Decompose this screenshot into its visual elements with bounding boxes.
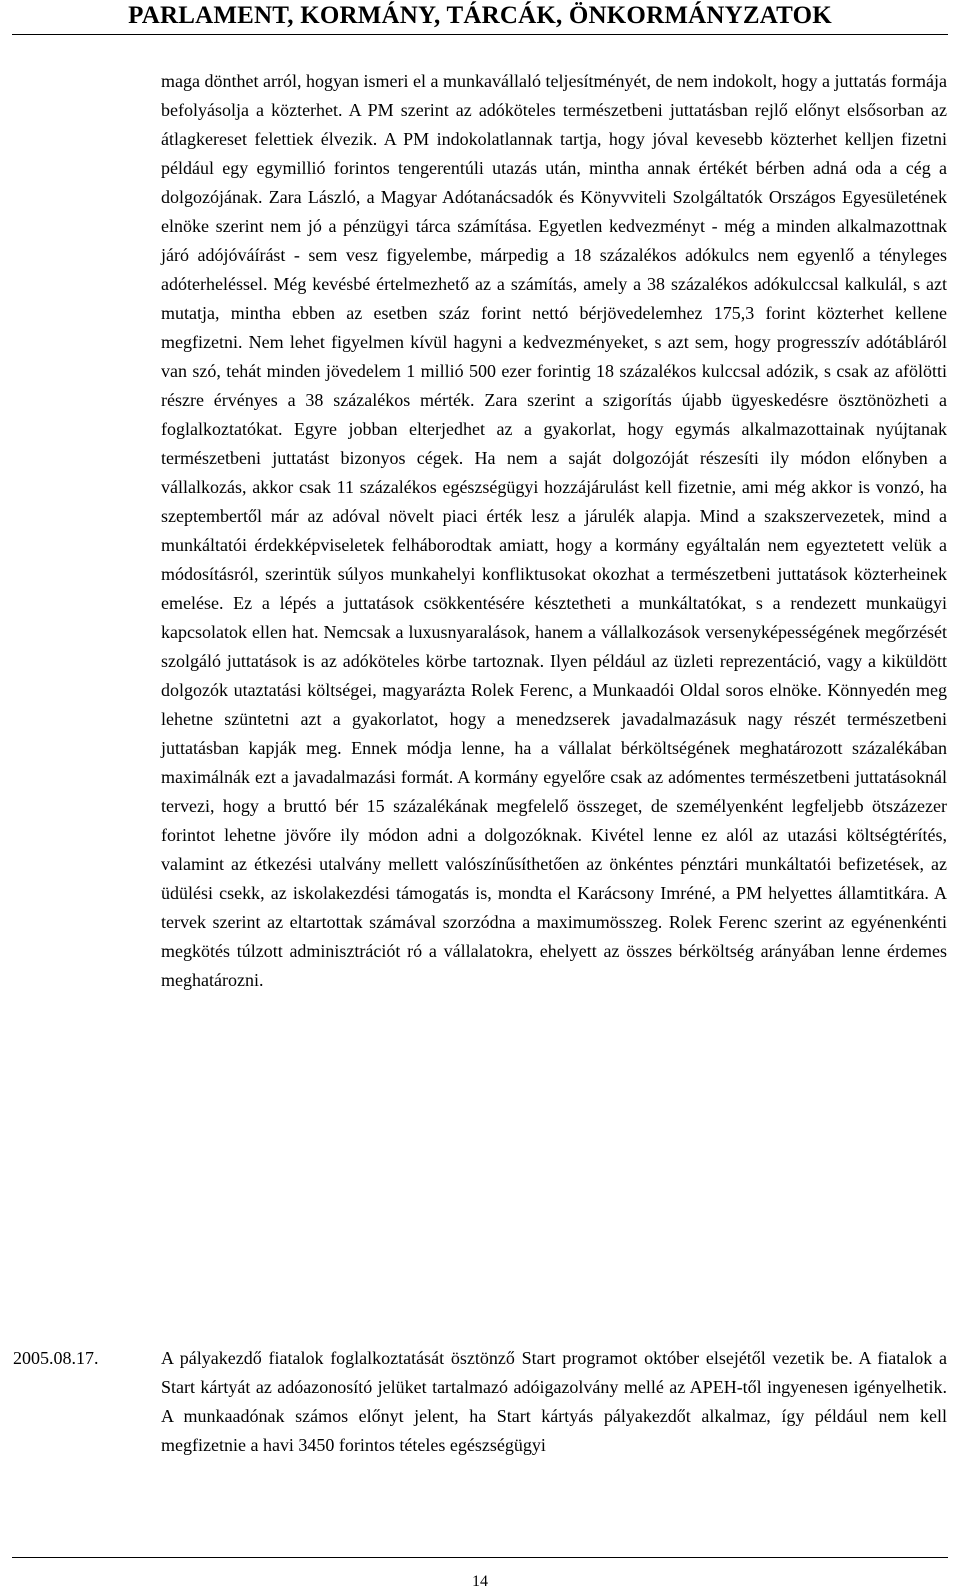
entry-continued-text: maga dönthet arról, hogyan ismeri el a munkavállaló teljesítményét, de nem indokolt, hogy a juttatás formája befolyásolja a közterhet. A PM szerint az adóköteles természetbeni juttatásban rejlő előnyt elsősorban az átlagkereset felettiek élvezik. A PM indokolatlannak tartja, hogy jóval kevesebb közterhet kelljen fizetni például egy egymillió forintos tengerentúli utazás után, mintha annak értékét bérben adná oda a cég a dolgozójának. Zara László, a Magyar Adótanácsadók és Könyvviteli Szolgáltatók Országos Egyesületének elnöke szerint nem jó a pénzügyi tárca számítása. Egyetlen kedvezményt - még a minden alkalmazottnak járó adójóváírást - sem vesz figyelembe, márpedig a 18 százalékos adókulcs nem egyenlő a tényleges adóterheléssel. Még kevésbé értelmezhető az a számítás, amely a 38 százalékos adókulccsal kalkulál, s azt mutatja, mintha ebben az esetben száz forint nettó bérjövedelemhez 175,3 forint közterhet kellene megfizetni. Nem lehet figyelmen kívül hagyni a kedvezményeket, s azt sem, hogy progresszív adótábláról van szó, tehát minden jövedelem 1 millió 500 ezer forintig 18 százalékos kulccsal adózik, s csak az afölötti részre érvényes a 38 százalékos mérték. Zara szerint a szigorítás újabb ügyeskedésre ösztönözheti a foglalkoztatókat. Egyre jobban elterjedhet az a gyakorlat, hogy egymás alkalmazottainak nyújtanak természetbeni juttatást bizonyos cégek. Ha nem a saját dolgozóját részesíti ily módon előnyben a vállalkozás, akkor csak 11 százalékos egészségügyi hozzájárulást kell fizetnie, ami még akkor is vonzó, ha szeptembertől már az adóval növelt piaci érték lesz a járulék alapja. Mind a szakszervezetek, mind a munkáltatói érdekképviseletek felháborodtak amiatt, hogy a kormány egyáltalán nem egyeztetett velük a módosításról, szerintük súlyos munkahelyi konfliktusokat okozhat a természetbeni juttatások közterheinek emelése. Ez a lépés a juttatások csökkentésére késztetheti a munkáltatókat, s a rendezett munkaügyi kapcsolatok ellen hat. Nemcsak a luxusnyaralások, hanem a vállalkozások versenyképességének megőrzését szolgáló juttatások is az adóköteles körbe tartoznak. Ilyen például az üzleti reprezentáció, vagy a kiküldött dolgozók utaztatási költségei, magyarázta Rolek Ferenc, a Munkaadói Oldal soros elnöke. Könnyedén meg lehetne szüntetni azt a gyakorlatot, hogy a menedzserek javadalmazásuk nagy részét természetbeni juttatásban kapják meg. Ennek módja lenne, ha a vállalat bérköltségének meghatározott százalékában maximálnák ezt a javadalmazási formát. A kormány egyelőre csak az adómentes természetbeni juttatásoknál tervezi, hogy a bruttó bér 15 százalékának megfelelő összeget, de személyenként legfeljebb ötszázezer forintot lehetne jövőre ily módon adni a dolgozóknak. Kivétel lenne ez alól az utazási költségtérítés, valamint az étkezési utalvány mellett valószínűsíthetően az önkéntes pénztári munkáltatói befizetések, az üdülési csekk, az iskolakezdési támogatás is, mondta el Karácsony Imréné, a PM helyettes államtitkára. A tervek szerint az eltartottak számával szorzódna a maximumösszeg. Rolek Ferenc szerint az egyénenkénti megkötés túlzott adminisztrációt ró a vállalatokra, ehelyett az összes bérköltség arányában lenne érdemes meghatározni.: [161, 71, 947, 990]
footer-divider: [12, 1557, 948, 1558]
page-header: [0, 0, 960, 38]
header-divider: [12, 34, 948, 35]
entry-date: 2005.08.17.: [13, 1348, 99, 1368]
page-number: 14: [472, 1573, 488, 1590]
header-title: PARLAMENT, KORMÁNY, TÁRCÁK, ÖNKORMÁNYZATOK: [128, 2, 832, 29]
entry-text: A pályakezdő fiatalok foglalkoztatását ösztönző Start programot október elsejétől vezetik be. A fiatalok a Start kártyát az adóazonosító jelüket tartalmazó adóigazolvány mellé az APEH-től ingyenesen igényelhetik. A munkaadónak számos előnyt jelent, ha Start kártyás pályakezdőt alkalmaz, így például nem kell megfizetnie a havi 3450 forintos tételes egészségügyi: [161, 1348, 947, 1455]
